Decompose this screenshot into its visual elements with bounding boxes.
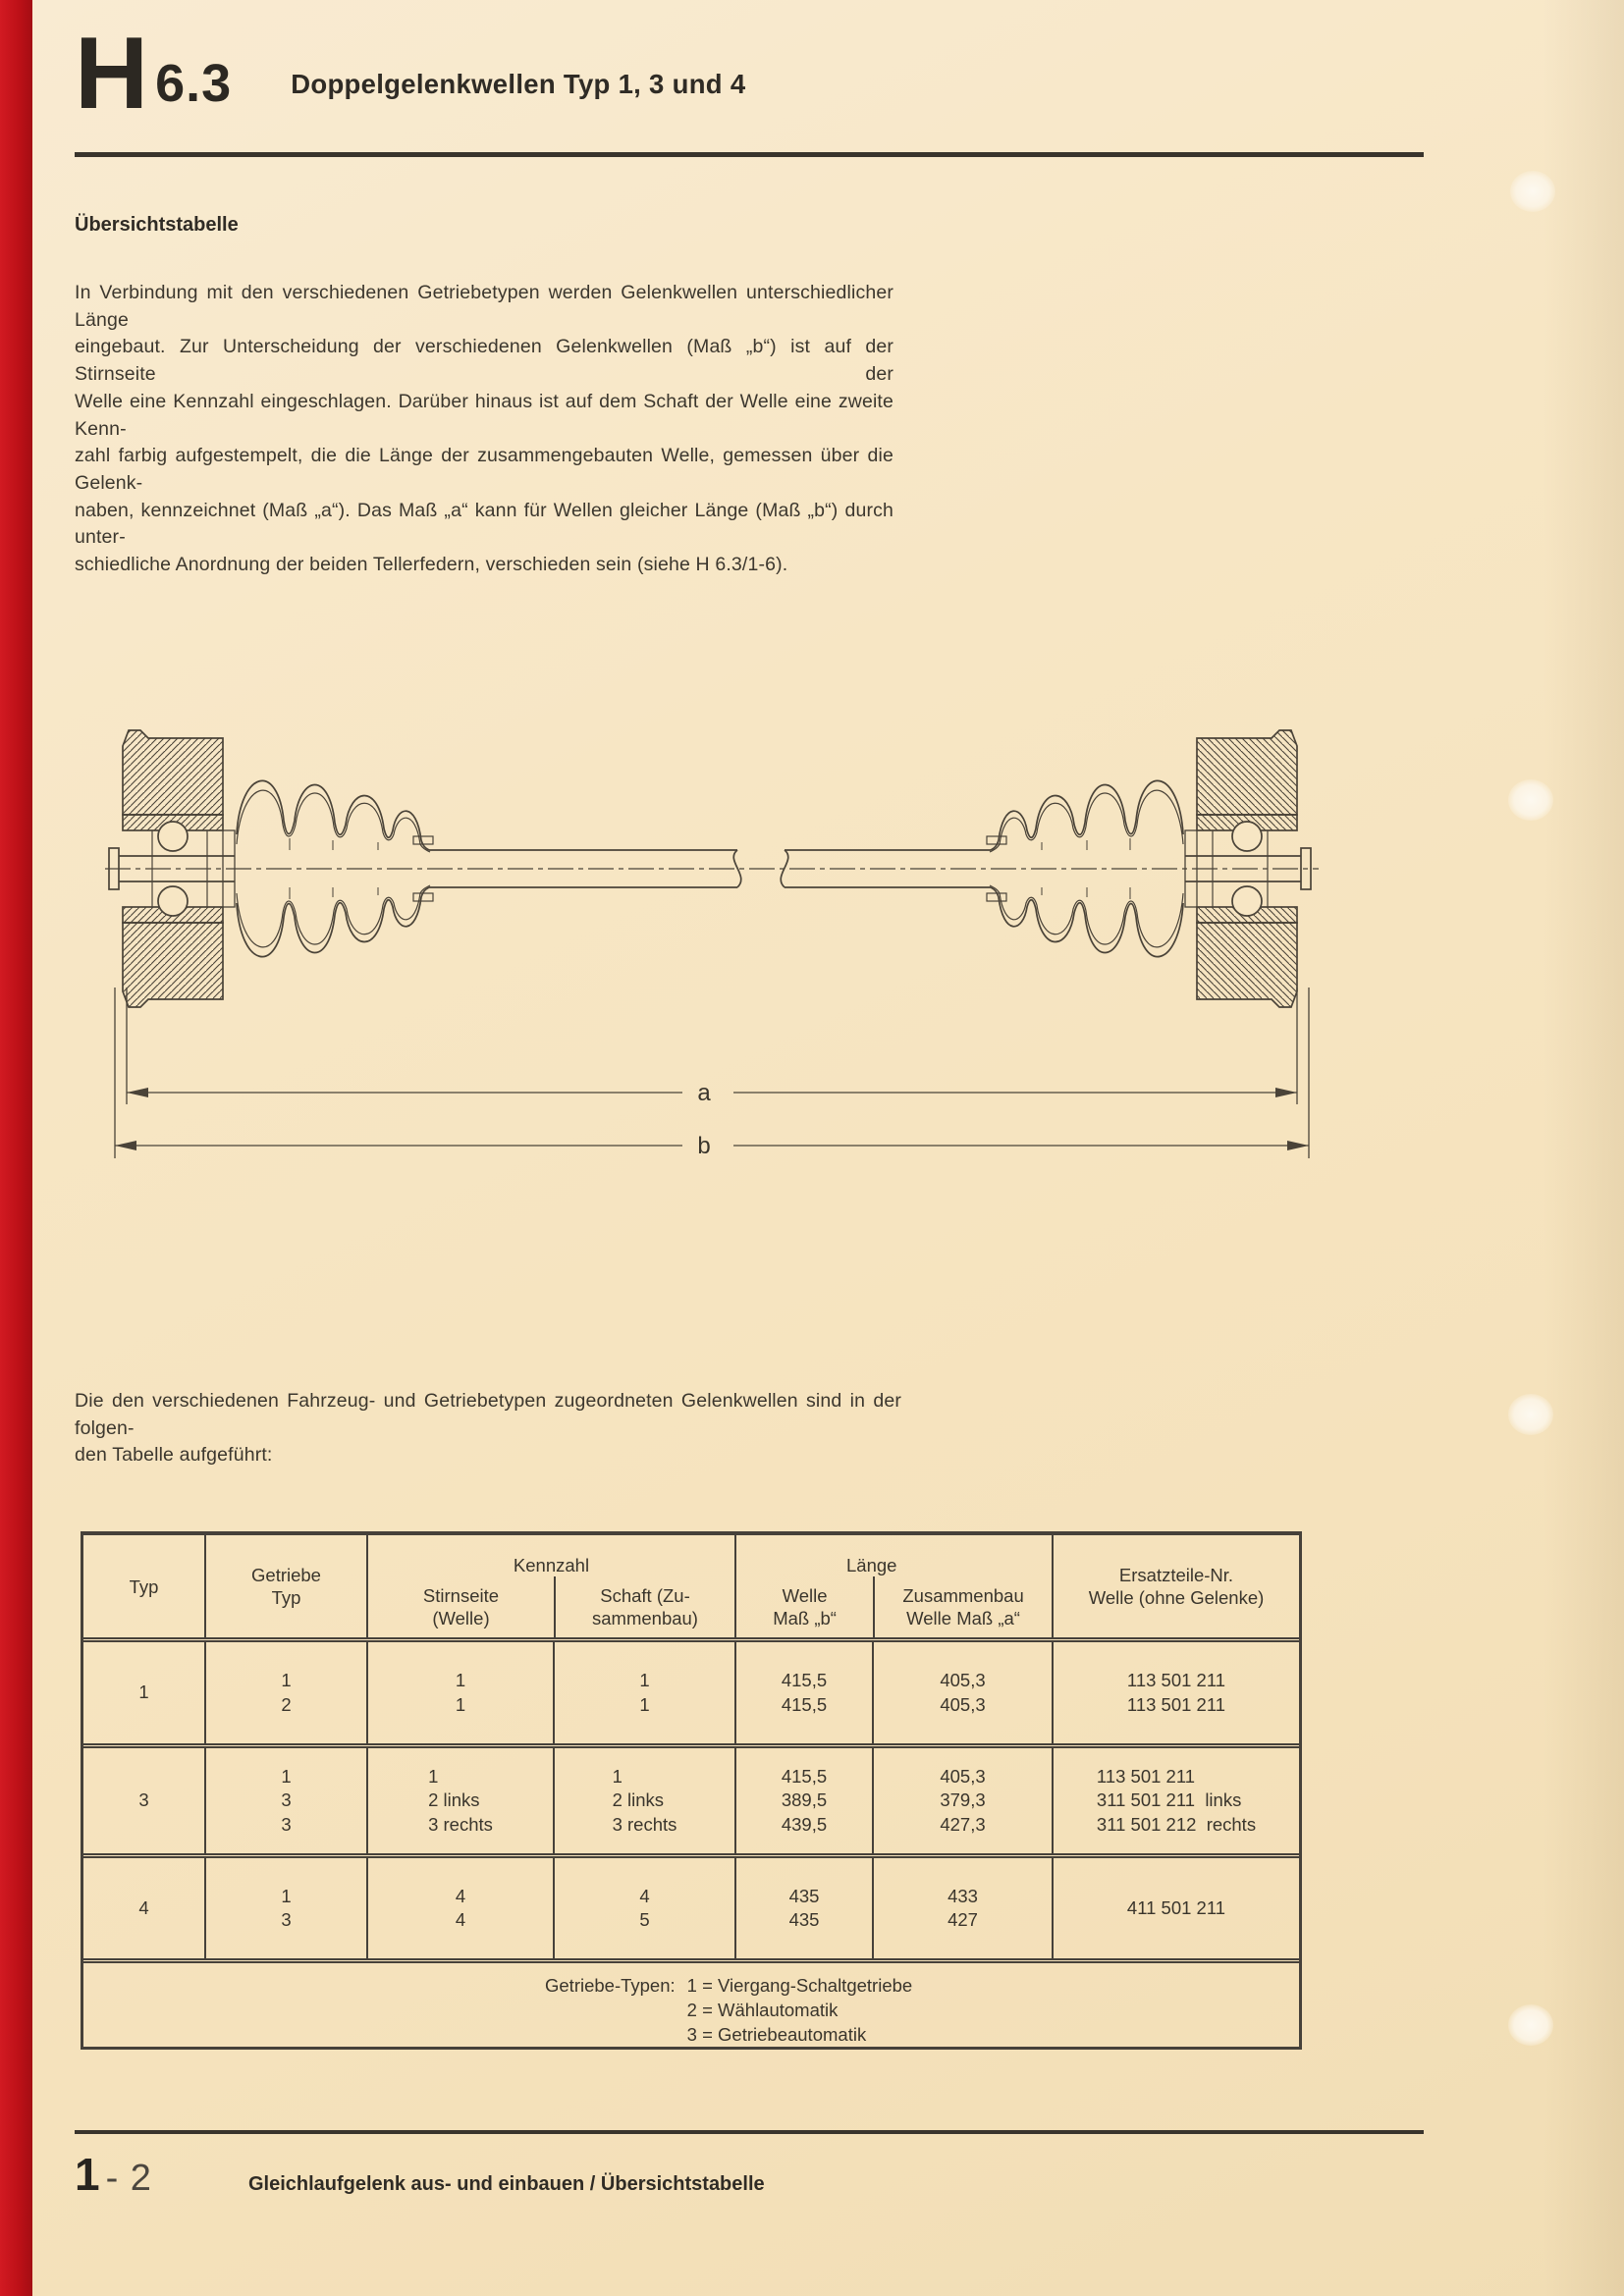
cell-welle-b: 415,5 415,5 [734,1642,872,1743]
overview-table [81,1531,1302,2050]
cell-typ: 4 [138,1896,149,1918]
cell-getriebe: 1 3 [204,1858,366,1958]
table-row-typ-3 [83,1743,1299,1853]
table-row-typ-4 [83,1853,1299,1958]
gearbox-type-legend [83,1958,1299,2047]
intro-paragraph: In Verbindung mit den verschiedenen Getriebetypen werden Gelenkwellen unterschiedlicher Länge eingebaut. Zur Unterscheidung der verschiedenen Gelenkwellen (Maß „b“) ist auf der Stirnseite der Welle eine Kennzahl eingeschlagen. Darüber hinaus ist auf dem Schaft der Welle eine zweite Kenn- zahl farbig aufgestempelt, die die Länge der zusammengebauten Welle, gemessen über die Gelenk- naben, kennzeichnet (Maß „a“). Das Maß „a“ kann für Wellen gleicher Länge (Maß „b“) durch unter- schiedliche Anordnung der beiden Tellerfedern, verschieden sein (siehe H 6.3/1-6). [75,282,893,576]
binder-edge-bar [0,0,32,2296]
dimension-lines [115,988,1309,1158]
cell-schaft: 1 2 links 3 rechts [553,1748,734,1853]
section-title: Übersichtstabelle [75,214,239,236]
chapter-number: 6.3 [155,54,233,114]
cell-schaft: 1 1 [553,1642,734,1743]
driveshaft-diagram [103,675,1321,1166]
page-number-major: 1 [75,2149,100,2200]
table-row-typ-1 [83,1637,1299,1743]
cell-stirnseite: 1 2 links 3 rechts [366,1748,553,1853]
note-paragraph: Die den verschiedenen Fahrzeug- und Getriebetypen zugeordneten Gelenkwellen sind in der folgen- den Tabelle aufgeführt: [75,1390,901,1467]
legend-label: Getriebe-Typen: [545,1975,676,1996]
col-header-getriebe-typ: Getriebe Typ [204,1535,366,1637]
page-header [75,17,746,131]
cell-typ: 3 [138,1789,149,1811]
page-footer [75,2148,765,2201]
col-header-ersatzteile: Ersatzteile-Nr. Welle (ohne Gelenke) [1052,1535,1299,1637]
cell-typ: 1 [138,1682,149,1703]
footer-title: Gleichlaufgelenk aus- und einbauen / Übersichtstabelle [247,2173,765,2195]
cell-welle-b: 415,5 389,5 439,5 [734,1748,872,1853]
col-header-stirnseite: Stirnseite (Welle) [422,1585,500,1629]
cell-welle-b: 435 435 [734,1858,872,1958]
cell-ersatzteile: 113 501 211 113 501 211 [1052,1642,1299,1743]
col-header-typ: Typ [129,1575,159,1597]
dimension-arrowheads [115,1088,1309,1150]
col-group-laenge [734,1535,1052,1637]
kennzahl-group-label: Kennzahl [513,1555,590,1575]
punch-hole [1510,171,1555,212]
punch-hole [1508,779,1553,821]
col-header-schaft: Schaft (Zu- sammenbau) [554,1576,734,1637]
col-header-welle-mass-b: Welle Maß „b“ [773,1585,837,1629]
cell-getriebe: 1 2 [204,1642,366,1743]
cell-zusammenbau-a: 433 427 [872,1858,1052,1958]
dimension-a-label: a [697,1080,711,1106]
col-group-kennzahl [366,1535,734,1637]
cell-stirnseite: 4 4 [366,1858,553,1958]
punch-hole [1508,2004,1553,2046]
legend-items: 1 = Viergang-Schaltgetriebe 2 = Wählautomatik 3 = Getriebeautomatik [686,1975,913,2045]
cell-schaft: 4 5 [553,1858,734,1958]
table-header-row [83,1535,1299,1637]
header-rule [75,152,1424,157]
footer-rule [75,2130,1424,2134]
page-title: Doppelgelenkwellen Typ 1, 3 und 4 [291,69,746,100]
cell-zusammenbau-a: 405,3 379,3 427,3 [872,1748,1052,1853]
col-header-zusammenbau-mass-a: Zusammenbau Welle Maß „a“ [873,1576,1052,1637]
cell-zusammenbau-a: 405,3 405,3 [872,1642,1052,1743]
chapter-letter: H [75,17,146,131]
cell-ersatzteile: 411 501 211 [1052,1858,1299,1958]
cell-stirnseite: 1 1 [366,1642,553,1743]
page-number-minor: - 2 [105,2158,152,2199]
dimension-b-label: b [697,1133,711,1159]
punch-hole [1508,1394,1553,1435]
cell-ersatzteile: 113 501 211 311 501 211 links 311 501 212 rechts [1052,1748,1299,1853]
laenge-group-label: Länge [846,1555,897,1575]
cell-getriebe: 1 3 3 [204,1748,366,1853]
